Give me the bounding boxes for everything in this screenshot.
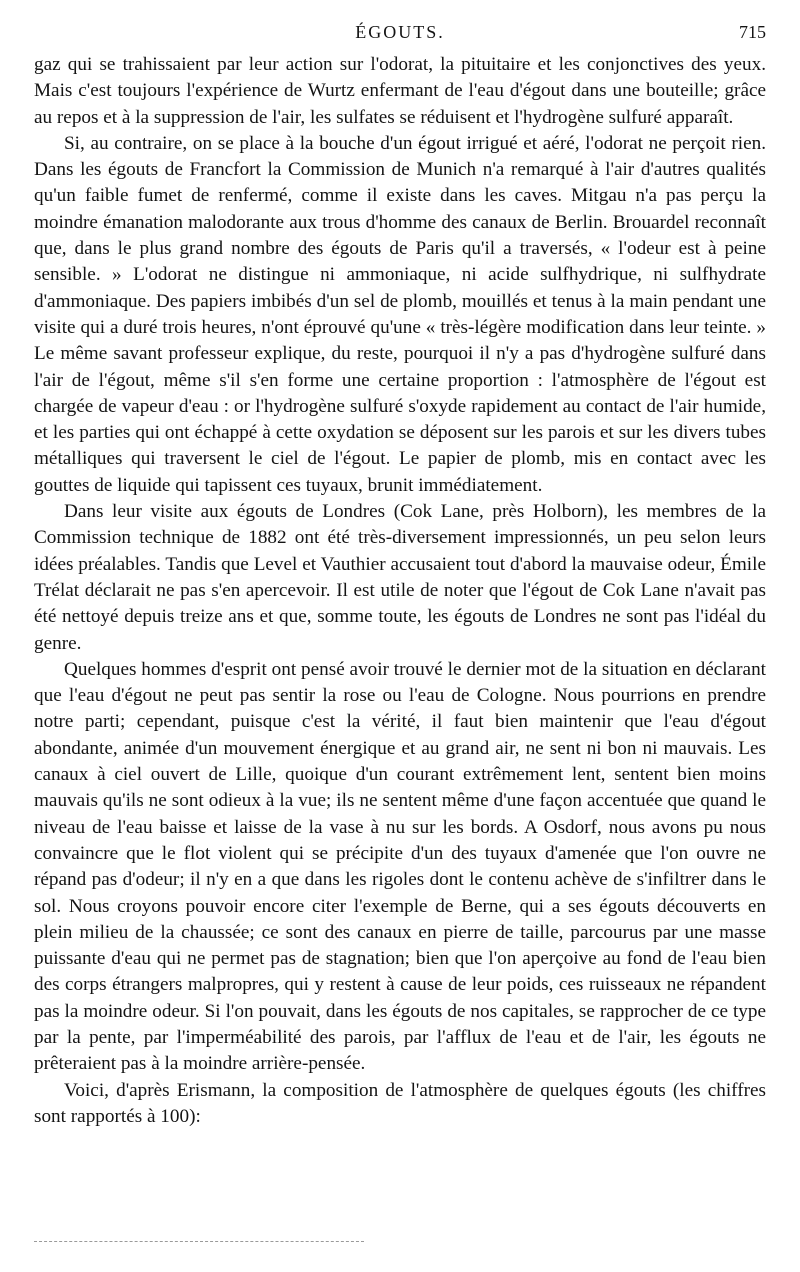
- paragraph-continuation: gaz qui se trahissaient par leur action sur l'odorat, la pituitaire et les conjonctives des yeux. Mais c'est toujours l'expérience de Wurtz enfermant de l'eau d'égout dans une bouteille; grâce au repos et à la suppression de l'air, les sulfates se réduisent et l'hydrogène sulfuré apparaît.: [34, 54, 766, 128]
- text-body: [34, 52, 766, 1130]
- paragraph-erismann: Voici, d'après Erismann, la composition de l'atmosphère de quelques égouts (les chiffres sont rapportés à 100):: [34, 1079, 766, 1127]
- footer-rule: [34, 1241, 364, 1242]
- paragraph-londres: Dans leur visite aux égouts de Londres (Cok Lane, près Holborn), les membres de la Commission technique de 1882 ont été très-diversement impressionnés, un peu selon leurs idées préalables. Tandis que Level et Vauthier accusaient tout d'abord la mauvaise odeur, Émile Trélat déclarait ne pas s'en apercevoir. Il est utile de noter que l'égout de Cok Lane n'avait pas été nettoyé depuis treize ans et que, somme toute, les égouts de Londres ne sont pas l'idéal du genre.: [34, 501, 766, 654]
- book-page: [34, 22, 766, 1130]
- running-head: [34, 22, 766, 52]
- running-title: ÉGOUTS.: [355, 22, 445, 42]
- paragraph-odorat: Si, au contraire, on se place à la bouche d'un égout irrigué et aéré, l'odorat ne perçoit rien. Dans les égouts de Francfort la Commission de Munich n'a remarqué à l'air d'autres qualités qu'un faible fumet de renfermé, comme il existe dans les caves. Mitgau n'a pas perçu la moindre émanation malodorante aux trous d'homme des canaux de Berlin. Brouardel reconnaît que, dans le plus grand nombre des égouts de Paris qu'il a traversés, « l'odeur est à peine sensible. » L'odorat ne distingue ni ammoniaque, ni acide sulfhydrique, ni sulfhydrate d'ammoniaque. Des papiers imbibés d'un sel de plomb, mouillés et tenus à la main pendant une visite qui a duré trois heures, n'ont éprouvé qu'une « très-légère modification dans leur teinte. » Le même savant professeur explique, du reste, pourquoi il n'y a pas d'hydrogène sulfuré dans l'air de l'égout, même s'il s'en forme une certaine proportion : l'atmosphère de l'égout est chargée de vapeur d'eau : or l'hydrogène sulfuré s'oxyde rapidement au contact de l'air humide, et les parties qui ont échappé à cette oxydation se déposent sur les parois et sur les divers tubes métalliques qui traversent le ciel de l'égout. Le papier de plomb, mis en contact avec les gouttes de liquide qui tapissent ces tuyaux, brunit immédiatement.: [34, 132, 766, 496]
- paragraph-hommes-esprit: Quelques hommes d'esprit ont pensé avoir trouvé le dernier mot de la situation en déclarant que l'eau d'égout ne peut pas sentir la rose ou l'eau de Cologne. Nous pourrions en prendre notre parti; cependant, puisque c'est la vérité, il faut bien maintenir que l'eau d'égout abondante, animée d'un mouvement énergique et au grand air, ne sent ni bon ni mauvais. Les canaux à ciel ouvert de Lille, quoique d'un courant extrêmement lent, sentent bien moins mauvais qu'ils ne sont odieux à la vue; ils ne sentent même d'une façon accentuée que quand le niveau de l'eau baisse et laisse de la vase à nu sur les bords. A Osdorf, nous avons pu nous convaincre que le flot violent qui se précipite d'un des tuyaux d'amenée que l'on ouvre ne répand pas d'odeur; il n'y en a que dans les rigoles dont le contenu achève de s'infiltrer dans le sol. Nous croyons pouvoir encore citer l'exemple de Berne, qui a ses égouts découverts en plein milieu de la chaussée; ce sont des canaux en pierre de taille, parcourus par une masse puissante d'eau qui ne permet pas de stagnation; bien que l'on aperçoive au fond de l'eau bien des corps étrangers malpropres, qui y restent à cause de leur poids, ces ruisseaux ne répandent pas la moindre odeur. Si l'on pouvait, dans les égouts de nos capitales, se rapprocher de ce type par la pente, par l'imperméabilité des parois, par l'afflux de l'eau et de l'air, les égouts ne prêteraient pas à la moindre arrière-pensée.: [34, 658, 766, 1075]
- page-number: 715: [739, 22, 766, 42]
